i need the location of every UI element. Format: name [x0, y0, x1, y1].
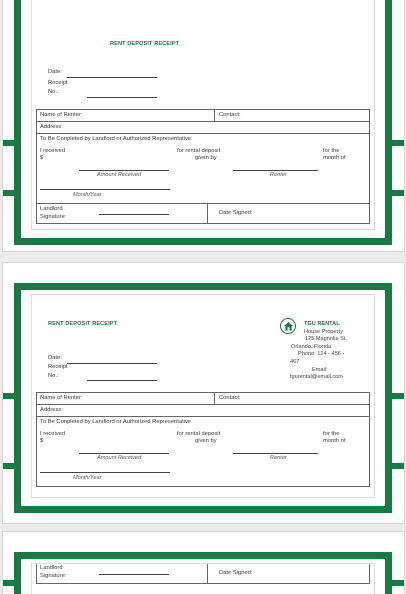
- contact-label: Contact:: [219, 112, 241, 118]
- amount-field[interactable]: [79, 453, 169, 454]
- company-street: 125 Magnolia St.: [305, 336, 347, 343]
- date-label: Date:: [48, 355, 62, 361]
- address-row: [37, 122, 369, 134]
- month-year-field[interactable]: [40, 472, 170, 473]
- landlord-note: To Be Conpleted by Landlord or Authorized Representative: [40, 419, 192, 425]
- company-city: Orlando, Florida: [291, 343, 332, 350]
- landlord-label: Landlord: [40, 206, 63, 212]
- for-rental-deposit-label: for rental deposit: [177, 431, 221, 437]
- receipt-table: [36, 392, 370, 487]
- dollar-sign: $: [40, 438, 44, 444]
- for-the-label: for the: [323, 148, 340, 154]
- receipt-title: RENT DEPOSIT RECEIPT: [110, 41, 180, 47]
- month-year-caption: Month/Year: [73, 475, 102, 481]
- amount-received-caption: Amount Received: [97, 172, 142, 178]
- receipt-label: Receipt: [48, 364, 68, 370]
- receipt-frame-2: [14, 283, 392, 513]
- landlord-section: [37, 417, 369, 487]
- for-rental-deposit-label: for rental deposit: [177, 148, 221, 154]
- renter-row: [37, 110, 369, 122]
- renter-caption: Renter: [270, 455, 287, 461]
- landlord-label: Landlord: [40, 565, 63, 571]
- contact-label: Contact:: [219, 395, 241, 401]
- company-phone-cont: 467: [290, 358, 300, 365]
- amount-field[interactable]: [79, 170, 169, 171]
- month-year-caption: Month/Year: [73, 192, 102, 198]
- renter-field[interactable]: [233, 170, 318, 171]
- signature-label: Signature:: [40, 573, 67, 579]
- address-label: Address:: [40, 124, 63, 130]
- address-label: Address:: [40, 407, 63, 413]
- month-of-label: month of: [323, 438, 346, 444]
- receipt-no-label: No.:: [48, 373, 59, 379]
- receipt-no-field[interactable]: [87, 380, 157, 381]
- date-field[interactable]: [67, 77, 157, 78]
- company-name: TGU RENTAL: [304, 321, 340, 327]
- company-info: [290, 321, 360, 382]
- name-of-renter-label: Name of Renter:: [40, 112, 83, 118]
- receipt-title: RENT DEPOSIT RECEIPT: [48, 321, 118, 327]
- receipt-no-field[interactable]: [87, 97, 157, 98]
- receipt-no-label: No.:: [48, 89, 59, 95]
- address-row: [37, 405, 369, 417]
- page-1: [2, 0, 405, 252]
- name-of-renter-label: Name of Renter:: [40, 395, 83, 401]
- date-signed-label: Date Signed:: [219, 210, 253, 216]
- page-3: [2, 531, 405, 594]
- page-2: [2, 262, 405, 524]
- renter-field[interactable]: [233, 453, 318, 454]
- receipt-body-3: [31, 563, 375, 594]
- date-signed-label: Date Signed:: [219, 570, 253, 576]
- receipt-body-1: [31, 0, 375, 230]
- receipt-frame-3: [14, 552, 392, 594]
- landlord-signature-field[interactable]: [99, 574, 169, 575]
- dollar-sign: $: [40, 155, 44, 161]
- landlord-note: To Be Conpleted by Landlord or Authorized Representative: [40, 136, 192, 142]
- given-by-label: given by: [195, 438, 217, 444]
- company-phone: Phone: 124 - 456 -: [298, 351, 345, 358]
- amount-received-caption: Amount Received: [97, 455, 142, 461]
- renter-caption: Renter: [270, 172, 287, 178]
- i-received-label: I received: [40, 431, 66, 437]
- for-the-label: for the: [323, 431, 340, 437]
- month-year-field[interactable]: [40, 189, 170, 190]
- receipt-body-2: [31, 294, 375, 498]
- month-of-label: month of: [323, 155, 346, 161]
- date-field[interactable]: [67, 363, 157, 364]
- renter-row: [37, 393, 369, 405]
- given-by-label: given by: [195, 155, 217, 161]
- i-received-label: I received: [40, 148, 66, 154]
- company-email-label: Email:: [312, 366, 328, 373]
- company-email[interactable]: tgurental@email.com: [290, 374, 343, 381]
- date-label: Date:: [48, 69, 62, 75]
- signature-label: Signature:: [40, 214, 67, 220]
- receipt-table: [36, 109, 370, 224]
- receipt-frame-1: [14, 0, 392, 245]
- landlord-signature-field[interactable]: [99, 214, 169, 215]
- signature-row: [37, 204, 369, 224]
- landlord-section: [37, 134, 369, 204]
- signature-table: [36, 564, 370, 584]
- receipt-label: Receipt: [48, 80, 68, 86]
- company-tagline: House Property: [304, 328, 343, 335]
